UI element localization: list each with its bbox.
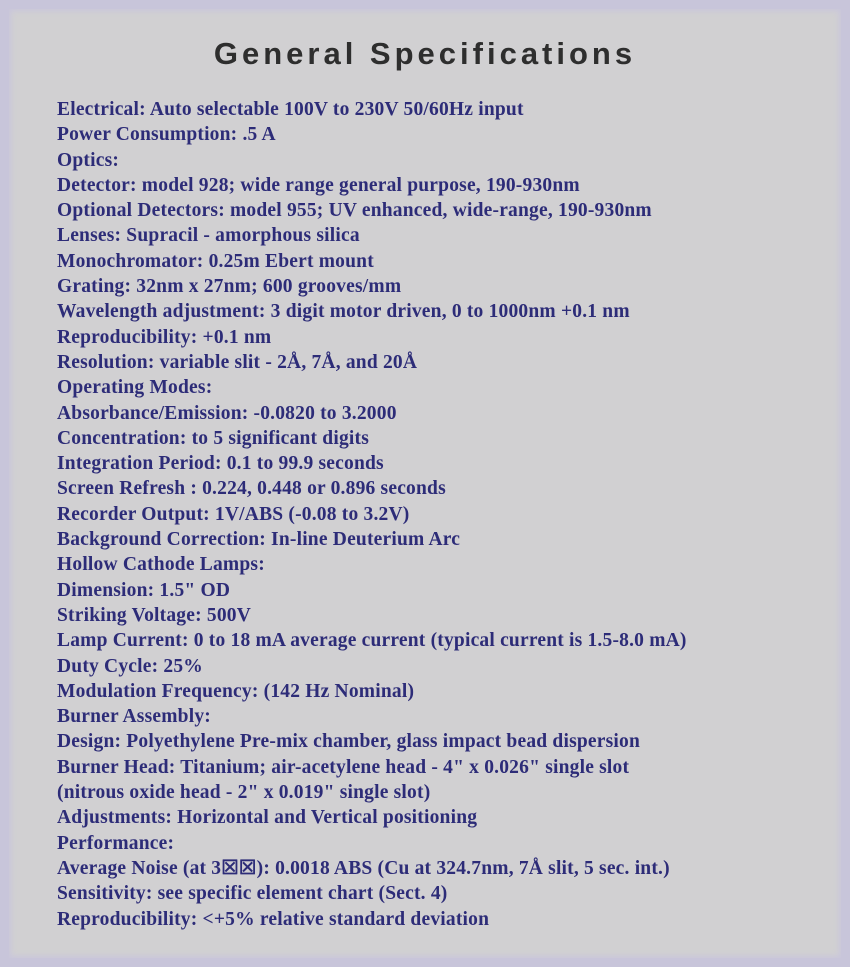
- spec-line-grating: Grating: 32nm x 27nm; 600 grooves/mm: [57, 276, 402, 298]
- spec-line-modulation-frequency: Modulation Frequency: (142 Hz Nominal): [57, 680, 415, 702]
- spec-line-performance-header: Performance:: [57, 832, 175, 854]
- spec-line-dimension: Dimension: 1.5" OD: [57, 579, 231, 601]
- spec-line-operating-modes-header: Operating Modes:: [57, 377, 213, 399]
- page-title: General Specifications: [213, 36, 637, 71]
- spec-line-hollow-cathode-lamps-header: Hollow Cathode Lamps:: [57, 554, 265, 576]
- spec-line-lamp-current: Lamp Current: 0 to 18 mA average current (typical current is 1.5-8.0 mA): [57, 630, 687, 652]
- spec-line-power-consumption: Power Consumption: .5 A: [57, 124, 276, 146]
- spec-line-optics-header: Optics:: [57, 149, 120, 171]
- spec-line-absorbance-emission: Absorbance/Emission: -0.0820 to 3.2000: [57, 402, 397, 424]
- spec-line-background-correction: Background Correction: In-line Deuterium Arc: [57, 529, 461, 551]
- spec-line-wavelength-adjustment: Wavelength adjustment: 3 digit motor driven, 0 to 1000nm +0.1 nm: [57, 301, 630, 323]
- spec-line-screen-refresh: Screen Refresh : 0.224, 0.448 or 0.896 seconds: [57, 478, 446, 500]
- spec-line-recorder-output: Recorder Output: 1V/ABS (-0.08 to 3.2V): [57, 503, 410, 525]
- spec-line-monochromator: Monochromator: 0.25m Ebert mount: [57, 250, 374, 272]
- spec-line-design: Design: Polyethylene Pre-mix chamber, glass impact bead dispersion: [57, 731, 641, 753]
- spec-line-burner-head: Burner Head: Titanium; air-acetylene head - 4" x 0.026" single slot: [57, 756, 630, 778]
- spec-line-reproducibility-performance: Reproducibility: <+5% relative standard deviation: [57, 908, 490, 930]
- spec-line-average-noise: Average Noise (at 3☒☒): 0.0018 ABS (Cu at 324.7nm, 7Å slit, 5 sec. int.): [57, 857, 670, 879]
- spec-line-integration-period: Integration Period: 0.1 to 99.9 seconds: [57, 453, 384, 475]
- spec-line-lenses: Lenses: Supracil - amorphous silica: [57, 225, 360, 247]
- spec-line-concentration: Concentration: to 5 significant digits: [57, 427, 370, 449]
- spec-line-adjustments: Adjustments: Horizontal and Vertical positioning: [57, 807, 478, 829]
- spec-line-electrical: Electrical: Auto selectable 100V to 230V 50/60Hz input: [57, 99, 524, 120]
- spec-line-resolution: Resolution: variable slit - 2Å, 7Å, and 20Å: [57, 351, 418, 373]
- spec-list: [57, 97, 817, 932]
- spec-line-reproducibility-optics: Reproducibility: +0.1 nm: [57, 326, 272, 348]
- spec-line-striking-voltage: Striking Voltage: 500V: [57, 604, 252, 626]
- spec-line-duty-cycle: Duty Cycle: 25%: [57, 655, 203, 677]
- spec-line-detector: Detector: model 928; wide range general purpose, 190-930nm: [57, 174, 580, 196]
- spec-line-optional-detectors: Optional Detectors: model 955; UV enhanced, wide-range, 190-930nm: [57, 200, 652, 222]
- spec-line-burner-assembly-header: Burner Assembly:: [57, 706, 211, 728]
- spec-line-sensitivity: Sensitivity: see specific element chart (Sect. 4): [57, 883, 448, 905]
- spec-line-burner-head-continued: (nitrous oxide head - 2" x 0.019" single slot): [57, 782, 431, 804]
